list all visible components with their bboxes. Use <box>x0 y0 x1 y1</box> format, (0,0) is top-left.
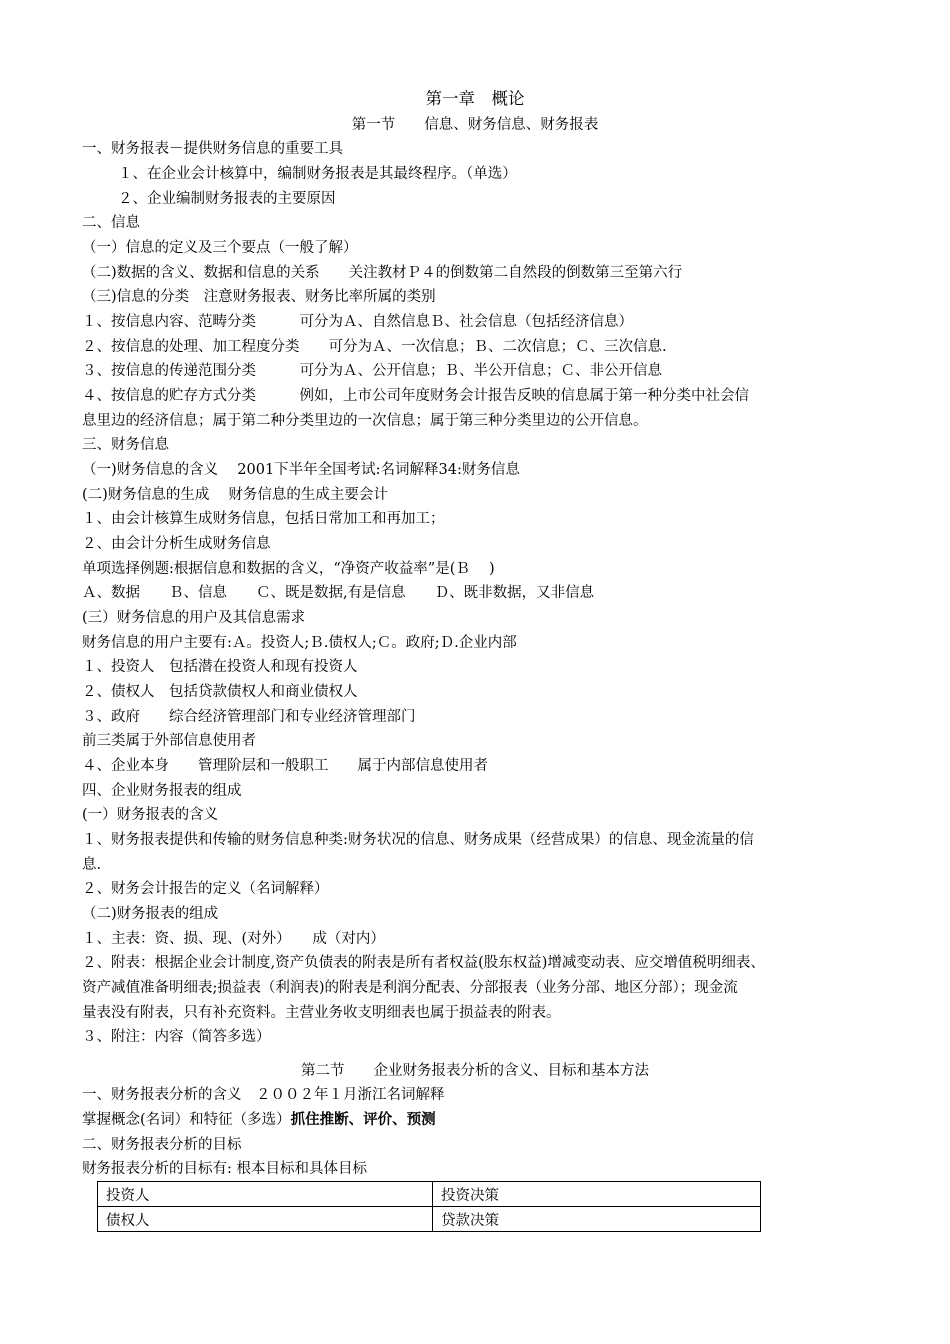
list-item: ４、按信息的贮存方式分类 例如，上市公司年度财务会计报告反映的信息属于第一种分类中社会信 <box>82 388 749 404</box>
list-item: ２、债权人 包括贷款债权人和商业债权人 <box>82 684 358 700</box>
table-cell: 债权人 <box>98 1207 433 1232</box>
paragraph-text: 息. <box>82 857 102 873</box>
paragraph-text: 资产减值准备明细表;损益表（利润表)的附表是利润分配表、分部报表（业务分部、地区分部）；现金流 <box>82 980 738 996</box>
subheading: （一）信息的定义及三个要点（一般了解） <box>82 240 358 256</box>
heading: 一、财务报表分析的含义 ２００２年１月浙江名词解释 <box>82 1087 445 1103</box>
list-item: ３、按信息的传递范围分类 可分为Ａ、公开信息；Ｂ、半公开信息；Ｃ、非公开信息 <box>82 363 662 379</box>
concept-note: 掌握概念(名词）和特征（多选） <box>82 1112 291 1128</box>
list-item: １、主表：资、损、现、(对外） 成（对内） <box>82 931 385 947</box>
list-item: ３、附注：内容（简答多选） <box>82 1029 271 1045</box>
subheading: （二)财务报表的组成 <box>82 906 219 922</box>
example-question: 单项选择例题:根据信息和数据的含义，“净资产收益率”是(Ｂ ) <box>82 561 495 577</box>
table-row <box>98 1207 761 1232</box>
emphasis-text: 抓住推断、评价、预测 <box>290 1111 436 1128</box>
paragraph-text: 量表没有附表，只有补充资料。主营业务收支明细表也属于损益表的附表。 <box>82 1005 561 1021</box>
subheading: （三)信息的分类 注意财务报表、财务比率所属的类别 <box>82 289 436 305</box>
example-options: Ａ、数据 Ｂ、信息 Ｃ、既是数据,有是信息 Ｄ、既非数据，又非信息 <box>82 585 595 601</box>
list-item: ４、企业本身 管理阶层和一般职工 属于内部信息使用者 <box>82 758 488 774</box>
list-item: １、在企业会计核算中，编制财务报表是其最终程序。（单选） <box>118 166 517 182</box>
paragraph-text <box>82 1108 882 1133</box>
table-cell: 贷款决策 <box>433 1207 761 1232</box>
paragraph-text: 前三类属于外部信息使用者 <box>82 733 256 749</box>
heading: 三、财务信息 <box>82 437 169 453</box>
list-item: ２、由会计分析生成财务信息 <box>82 536 271 552</box>
list-item: １、由会计核算生成财务信息，包括日常加工和再加工； <box>82 511 445 527</box>
table-cell: 投资决策 <box>433 1182 761 1207</box>
list-item: ３、政府 综合经济管理部门和专业经济管理部门 <box>82 709 416 725</box>
analysis-goals-table <box>97 1181 761 1232</box>
list-item: ２、企业编制财务报表的主要原因 <box>118 191 336 207</box>
section-title: 第一节 信息、财务信息、财务报表 <box>351 117 599 133</box>
subheading: (三）财务信息的用户及其信息需求 <box>82 610 306 626</box>
list-item: ２、附表：根据企业会计制度,资产负债表的附表是所有者权益(股东权益)增减变动表、应交增值税明细表、 <box>82 955 765 971</box>
list-item: １、投资人 包括潜在投资人和现有投资人 <box>82 659 358 675</box>
paragraph-text: 财务报表分析的目标有: 根本目标和具体目标 <box>82 1161 367 1177</box>
section-title: 第二节 企业财务报表分析的含义、目标和基本方法 <box>301 1063 649 1079</box>
list-item: ２、按信息的处理、加工程度分类 可分为Ａ、一次信息；Ｂ、二次信息；Ｃ、三次信息. <box>82 339 667 355</box>
paragraph-text: 息里边的经济信息；属于第二种分类里边的一次信息；属于第三种分类里边的公开信息。 <box>82 413 648 429</box>
subheading: （一)财务信息的含义 2001下半年全国考试:名词解释34:财务信息 <box>82 462 520 478</box>
subheading: (二)财务信息的生成 财务信息的生成主要会计 <box>82 487 388 503</box>
subheading: （二)数据的含义、数据和信息的关系 关注教材Ｐ４的倒数第二自然段的倒数第三至第六行 <box>82 265 683 281</box>
heading: 一、财务报表－提供财务信息的重要工具 <box>82 141 343 157</box>
table-cell: 投资人 <box>98 1182 433 1207</box>
list-item: １、财务报表提供和传输的财务信息种类:财务状况的信息、财务成果（经营成果）的信息、现金流量的信 <box>82 832 754 848</box>
subheading: (一）财务报表的含义 <box>82 807 219 823</box>
chapter-title: 第一章 概论 <box>425 89 525 108</box>
list-item: ２、财务会计报告的定义（名词解释） <box>82 881 329 897</box>
table-row <box>98 1182 761 1207</box>
heading: 四、企业财务报表的组成 <box>82 783 242 799</box>
heading: 二、信息 <box>82 215 140 231</box>
paragraph-text: 财务信息的用户主要有:Ａ。投资人;Ｂ.债权人;Ｃ。政府;Ｄ.企业内部 <box>82 635 517 651</box>
heading: 二、财务报表分析的目标 <box>82 1137 242 1153</box>
list-item: １、按信息内容、范畴分类 可分为Ａ、自然信息Ｂ、社会信息（包括经济信息） <box>82 314 633 330</box>
